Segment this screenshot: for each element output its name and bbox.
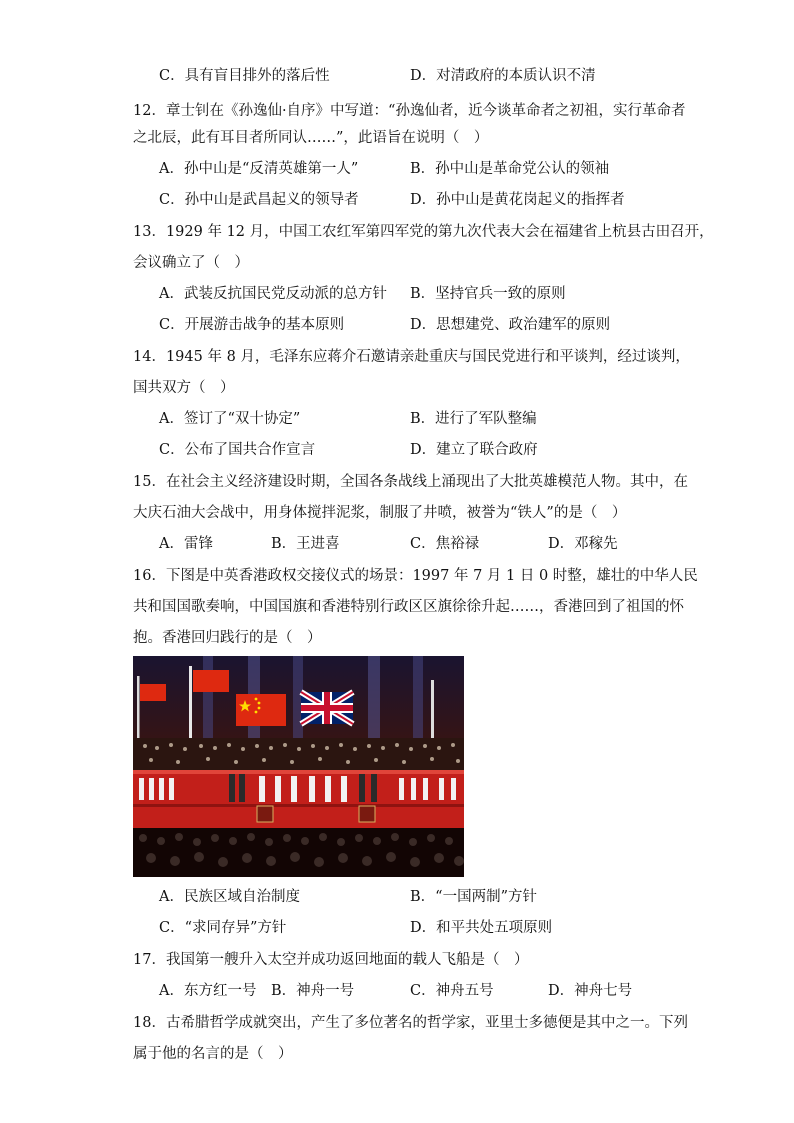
- q14-option-c: C．公布了国共合作宣言: [159, 442, 316, 458]
- q12-stem-line-2: 之北辰，此有耳目者所同认……”，此语旨在说明（ ）: [133, 130, 489, 146]
- q12-stem-line-1: 12．章士钊在《孙逸仙·自序》中写道：“孙逸仙者，近今谈革命者之初祖，实行革命者: [133, 103, 686, 119]
- q15-option-c: C．焦裕禄: [410, 536, 480, 552]
- q13-option-c: C．开展游击战争的基本原则: [159, 317, 345, 333]
- q13-option-a: A．武装反抗国民党反动派的总方针: [159, 286, 387, 302]
- q12-option-d: D．孙中山是黄花岗起义的指挥者: [410, 192, 625, 208]
- q17-option-a: A．东方红一号: [159, 983, 257, 999]
- q17-option-d: D．神舟七号: [548, 983, 633, 999]
- q12-option-c: C．孙中山是武昌起义的领导者: [159, 192, 359, 208]
- q18-stem-line-2: 属于他的名言的是（ ）: [133, 1046, 293, 1062]
- q16-option-c: C．“求同存异”方针: [159, 920, 287, 936]
- q14-option-a: A．签订了“双十协定”: [159, 411, 301, 427]
- q16-option-a: A．民族区域自治制度: [159, 889, 300, 905]
- q16-option-d: D．和平共处五项原则: [410, 920, 553, 936]
- q12-option-b: B．孙中山是革命党公认的领袖: [410, 161, 610, 177]
- q15-stem-line-2: 大庆石油大会战中，用身体搅拌泥浆，制服了井喷，被誉为“铁人”的是（ ）: [133, 505, 627, 521]
- handover-ceremony-photo: [133, 656, 464, 877]
- q17-option-b: B．神舟一号: [271, 983, 355, 999]
- q14-stem-line-2: 国共双方（ ）: [133, 380, 235, 396]
- q11-option-c: C．具有盲目排外的落后性: [159, 68, 330, 84]
- q16-stem-line-3: 抱。香港回归践行的是（ ）: [133, 630, 322, 646]
- q14-option-d: D．建立了联合政府: [410, 442, 538, 458]
- china-flag: [236, 694, 286, 726]
- q16-stem-line-2: 共和国国歌奏响，中国国旗和香港特别行政区区旗徐徐升起……，香港回到了祖国的怀: [133, 599, 684, 615]
- q17-stem-line-1: 17．我国第一艘升入太空并成功返回地面的载人飞船是（ ）: [133, 952, 529, 968]
- q15-option-d: D．邓稼先: [548, 536, 618, 552]
- q11-option-d: D．对清政府的本质认识不清: [410, 68, 596, 84]
- q14-stem-line-1: 14．1945 年 8 月，毛泽东应蒋介石邀请亲赴重庆与国民党进行和平谈判，经过谈判，: [133, 349, 690, 365]
- q16-option-b: B．“一国两制”方针: [410, 889, 537, 905]
- q14-option-b: B．进行了军队整编: [410, 411, 537, 427]
- q13-stem-line-2: 会议确立了（ ）: [133, 255, 249, 271]
- q16-stem-line-1: 16．下图是中英香港政权交接仪式的场景：1997 年 7 月 1 日 0 时整，雄壮的中华人民: [133, 568, 698, 584]
- union-flag: [301, 692, 353, 724]
- q15-option-b: B．王进喜: [271, 536, 340, 552]
- q12-option-a: A．孙中山是“反清英雄第一人”: [159, 161, 359, 177]
- q15-option-a: A．雷锋: [159, 536, 213, 552]
- pole-flag: [193, 670, 229, 692]
- q17-option-c: C．神舟五号: [410, 983, 494, 999]
- q18-stem-line-1: 18．古希腊哲学成就突出，产生了多位著名的哲学家，亚里士多德便是其中之一。下列: [133, 1015, 688, 1031]
- q13-stem-line-1: 13．1929 年 12 月，中国工农红军第四军党的第九次代表大会在福建省上杭县古田召开，: [133, 224, 714, 240]
- hksar-flag-left: [140, 684, 166, 701]
- q15-stem-line-1: 15．在社会主义经济建设时期，全国各条战线上涌现出了大批英雄模范人物。其中，在: [133, 474, 688, 490]
- q13-option-d: D．思想建党、政治建军的原则: [410, 317, 611, 333]
- q13-option-b: B．坚持官兵一致的原则: [410, 286, 566, 302]
